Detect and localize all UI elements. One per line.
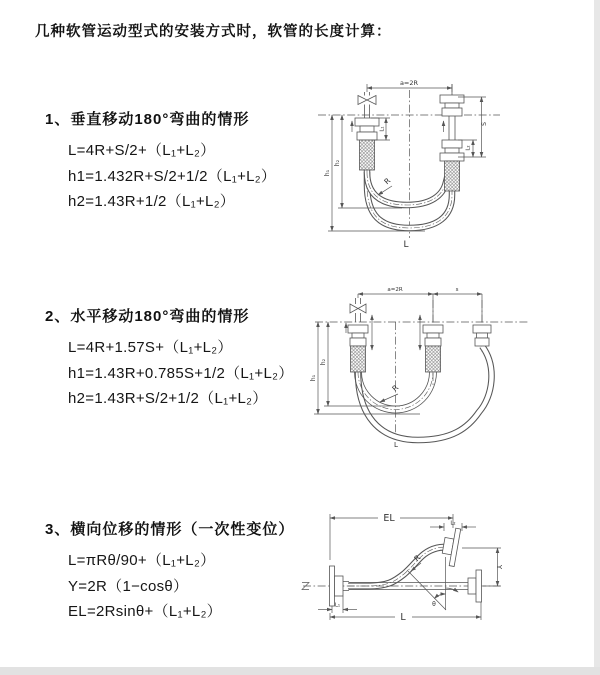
formula-y: Y=2R（1−cosθ） [68,577,189,595]
dim-h1-label: h₁ [310,374,317,382]
section-1-formulas [68,138,276,215]
length-label: L [400,612,406,623]
section-3-formulas [68,548,294,625]
hose-upper-position [367,170,448,205]
angle-theta-label: θ [432,601,436,608]
section-horizontal-bend [45,305,294,412]
hose-s-curve [348,547,447,586]
centerlines [315,300,528,438]
length-label: L [394,441,398,449]
fitting-1 [348,325,368,372]
dim-h1-label: h₁ [324,169,331,177]
dimension-labels [335,513,503,623]
dim-l2-label: L₂ [465,145,472,151]
fitting-3-moved [473,325,491,346]
section-2-heading: 2、水平移动180°弯曲的情形 [45,308,250,325]
scan-edge-right [594,0,600,675]
dimension-lines [314,294,482,414]
radius-label: R [412,553,423,564]
hose-moved-position [358,346,492,440]
dim-s-label: S [481,122,488,126]
fitting-2 [423,325,443,372]
page-title: 几种软管运动型式的安装方式时，软管的长度计算： [35,24,392,40]
section-2-formulas [68,335,294,412]
formula-el: EL=2Rsinθ+（L₁+L₂） [68,603,222,620]
dim-l1-label: L₁ [334,602,341,609]
dim-h2-label: h₂ [334,159,341,167]
right-fitting-positions [440,84,464,191]
formula-h2: h2=1.43R+S/2+1/2（L₁+L₂） [68,390,268,407]
dim-s-label: s [455,287,459,293]
formula-h2: h2=1.43R+1/2（L₁+L₂） [68,193,236,210]
dim-l1-label: L₁ [379,126,386,132]
radius-label: R [390,383,401,394]
section-lateral-displacement [45,518,294,625]
dim-a2r-label: a=2R [399,79,419,87]
left-fitting [355,118,379,170]
section-vertical-bend [45,108,276,215]
centerlines [318,90,500,238]
dim-y-label: Y [495,564,503,570]
lower-right-flange [468,570,482,602]
diagram-vertical-bend [305,72,515,255]
formula-length: L=4R+S/2+（L₁+L₂） [68,142,216,159]
left-flange [330,566,350,606]
upper-right-flange [440,527,460,567]
dim-h2-label: h₂ [320,358,327,366]
section-1-heading: 1、垂直移动180°弯曲的情形 [45,111,250,128]
formula-h1: h1=1.43R+0.785S+1/2（L₁+L₂） [68,364,294,382]
section-3-heading: 3、横向位移的情形（一次性变位） [45,521,295,538]
valve-icon [350,298,366,322]
formula-h1: h1=1.432R+S/2+1/2（L₁+L₂） [68,167,277,185]
valve-icon [358,92,376,118]
scan-edge-bottom [0,667,600,675]
dimension-labels [324,79,488,250]
dim-l2-label: L₂ [450,520,456,527]
dim-a2r-label: a=2R [387,287,403,293]
dim-el-label: EL [383,513,395,524]
length-label: L [403,240,409,250]
radius-label: R [382,176,393,187]
formula-length: L=4R+1.57S+（L₁+L₂） [68,339,233,356]
diagram-horizontal-bend [308,283,535,458]
diagram-lateral-displacement [300,505,560,650]
formula-length: L=πRθ/90+（L₁+L₂） [68,552,216,569]
